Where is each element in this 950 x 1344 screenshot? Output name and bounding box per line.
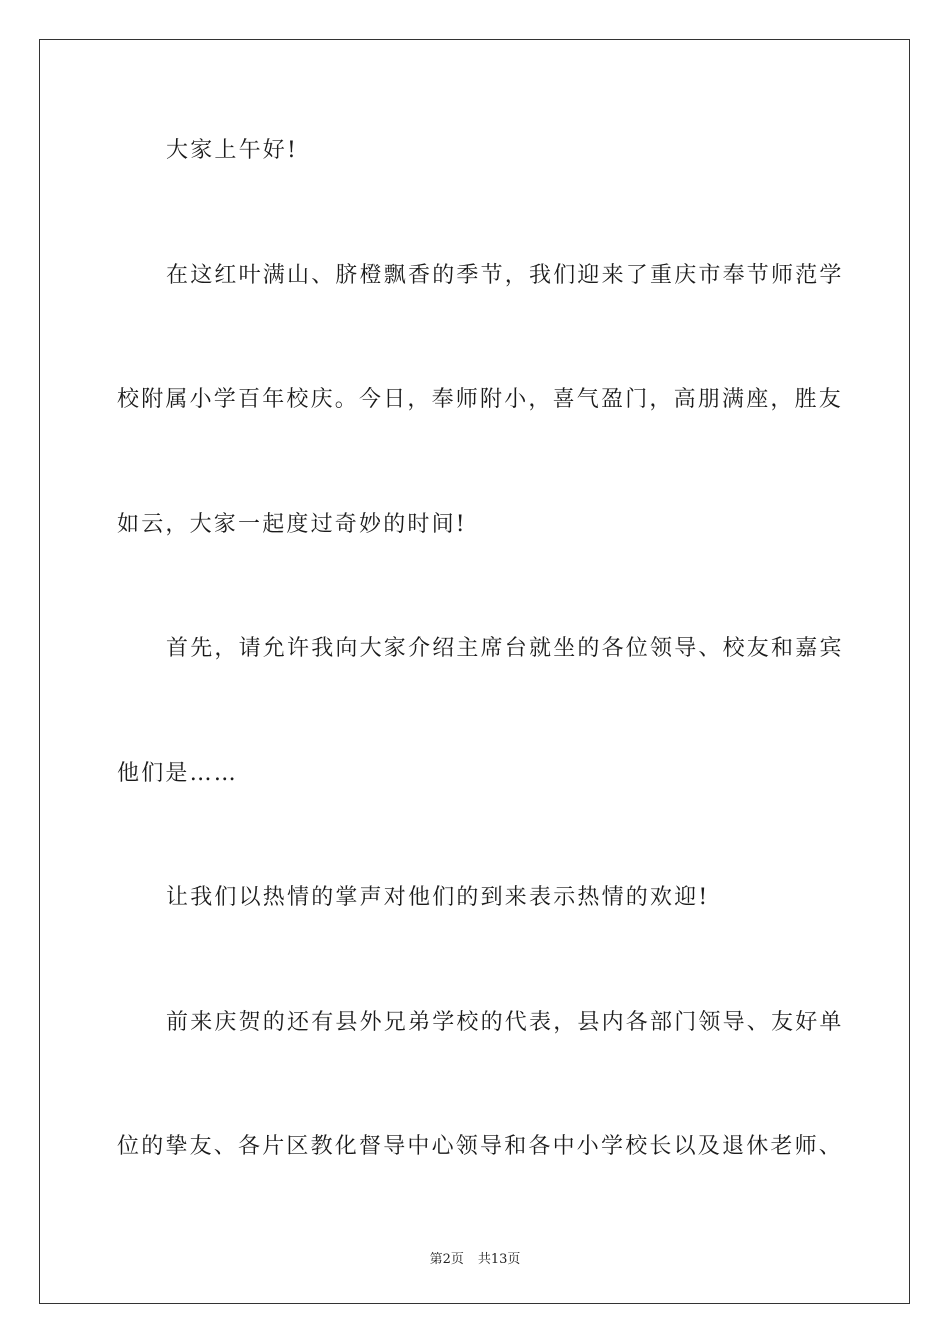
greeting-line: 大家上午好!	[166, 138, 299, 163]
page-total: 共13页	[477, 1252, 521, 1267]
paragraph-2-line-1: 首先，请允许我向大家介绍主席台就坐的各位领导、校友和嘉宾	[166, 636, 844, 661]
paragraph-1-line-1: 在这红叶满山、脐橙飘香的季节，我们迎来了重庆市奉节师范学	[166, 263, 844, 288]
page-border	[39, 39, 910, 1304]
paragraph-2-line-2: 他们是……	[117, 761, 239, 786]
paragraph-1-line-3: 如云，大家一起度过奇妙的时间!	[117, 512, 467, 537]
paragraph-3-line-1: 让我们以热情的掌声对他们的到来表示热情的欢迎!	[166, 885, 710, 910]
page-number: 第2页	[429, 1252, 464, 1267]
paragraph-1-line-2: 校附属小学百年校庆。今日，奉师附小，喜气盈门，高朋满座，胜友	[117, 387, 844, 412]
page-footer	[0, 1248, 950, 1267]
paragraph-4-line-1: 前来庆贺的还有县外兄弟学校的代表，县内各部门领导、友好单	[166, 1010, 844, 1035]
paragraph-4-line-2: 位的挚友、各片区教化督导中心领导和各中小学校长以及退休老师、	[117, 1134, 844, 1159]
